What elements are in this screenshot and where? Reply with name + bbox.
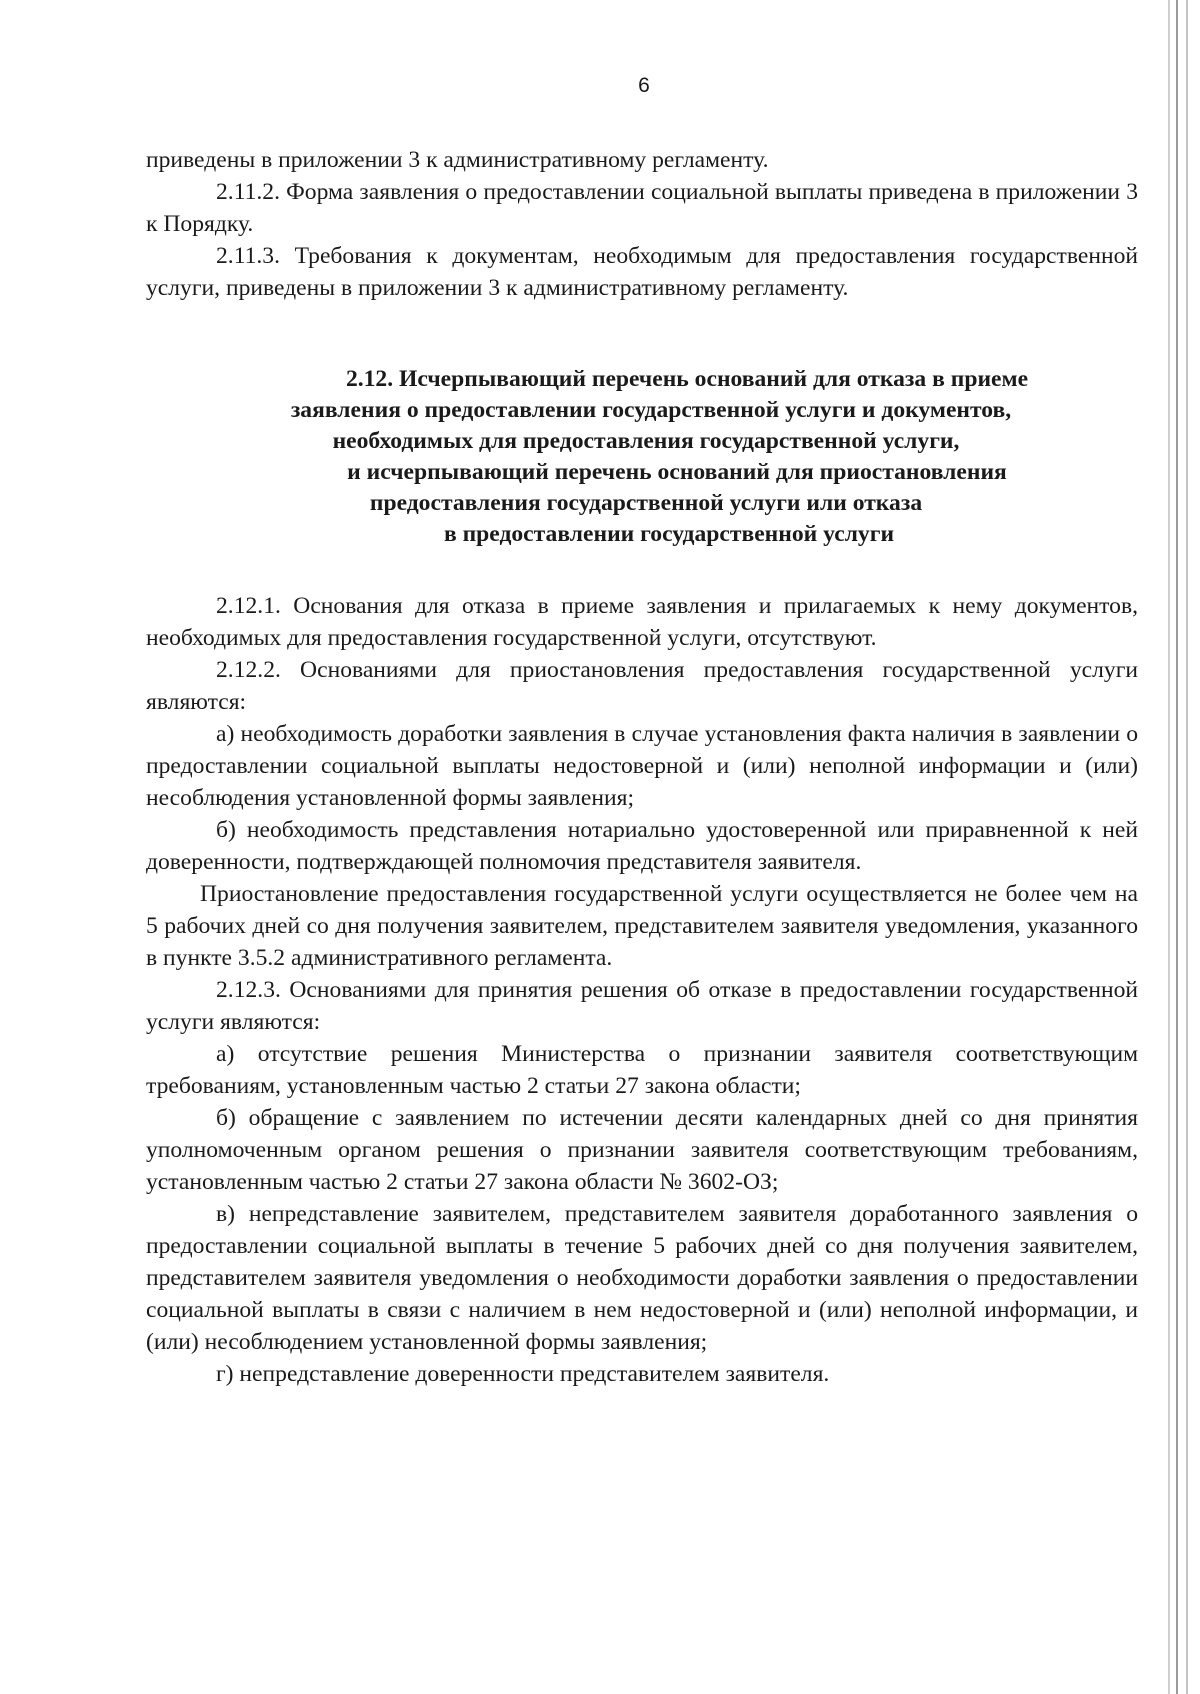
paragraph: 2.11.2. Форма заявления о предоставлении социальной выплаты приведена в приложении 3 к Порядку.	[146, 179, 1138, 237]
list-item: а) необходимость доработки заявления в случае установления факта наличия в заявлении о предоставлении социальной выплаты недостоверной и (или) неполной информации и (или) несоблюдения установленной формы заявления;	[146, 721, 1138, 811]
scan-edge-line	[1176, 0, 1178, 1694]
list-item: г) непредставление доверенности представителем заявителя.	[216, 1361, 830, 1387]
heading-line: необходимых для предоставления государственной услуги,	[332, 428, 960, 454]
intro-text-block	[146, 144, 1138, 304]
paragraph: приведены в приложении 3 к административному регламенту.	[146, 147, 769, 173]
section-text-block	[146, 590, 1138, 1390]
heading-line: в предоставлении государственной услуги	[443, 521, 895, 547]
section-heading	[146, 364, 1138, 550]
list-item: а) отсутствие решения Министерства о признании заявителя соответствующим требованиям, установленным частью 2 статьи 27 закона области;	[146, 1041, 1138, 1099]
scan-edge-line	[1186, 0, 1188, 1694]
heading-line: заявления о предоставлении государственной услуги и документов,	[290, 397, 1012, 423]
paragraph: Приостановление предоставления государственной услуги осуществляется не более чем на 5 рабочих дней со дня получения заявителем, представителем заявителя уведомления, указанного в пункте 3.5.2 административного регламента.	[146, 881, 1138, 971]
paragraph: 2.12.3. Основаниями для принятия решения об отказе в предоставлении государственной услуги являются:	[146, 977, 1138, 1035]
list-item: б) обращение с заявлением по истечении десяти календарных дней со дня принятия уполномоченным органом решения о признании заявителя соответствующим требованиям, установленным частью 2 статьи 27 закона области № 3602-ОЗ;	[146, 1105, 1138, 1195]
page-number: 6	[638, 74, 650, 97]
heading-line: и исчерпывающий перечень оснований для приостановления	[347, 459, 1007, 485]
paragraph: 2.11.3. Требования к документам, необходимым для предоставления государственной услуги, приведены в приложении 3 к административному регламенту.	[146, 243, 1138, 301]
heading-line: 2.12. Исчерпывающий перечень оснований для отказа в приеме	[345, 366, 1029, 392]
scan-edge-line	[1168, 0, 1170, 1694]
paragraph: 2.12.2. Основаниями для приостановления предоставления государственной услуги являются:	[146, 657, 1138, 715]
heading-line: предоставления государственной услуги или отказа	[369, 490, 923, 516]
list-item: в) непредставление заявителем, представителем заявителя доработанного заявления о предоставлении социальной выплаты в течение 5 рабочих дней со дня получения заявителем, представителем заявителя уведомления о необходимости доработки заявления о предоставлении социальной выплаты в связи с наличием в нем недостоверной и (или) неполной информации, и (или) несоблюдением установленной формы заявления;	[146, 1201, 1138, 1355]
paragraph: 2.12.1. Основания для отказа в приеме заявления и прилагаемых к нему документов, необходимых для предоставления государственной услуги, отсутствуют.	[146, 593, 1138, 651]
list-item: б) необходимость представления нотариально удостоверенной или приравненной к ней доверенности, подтверждающей полномочия представителя заявителя.	[146, 817, 1138, 875]
